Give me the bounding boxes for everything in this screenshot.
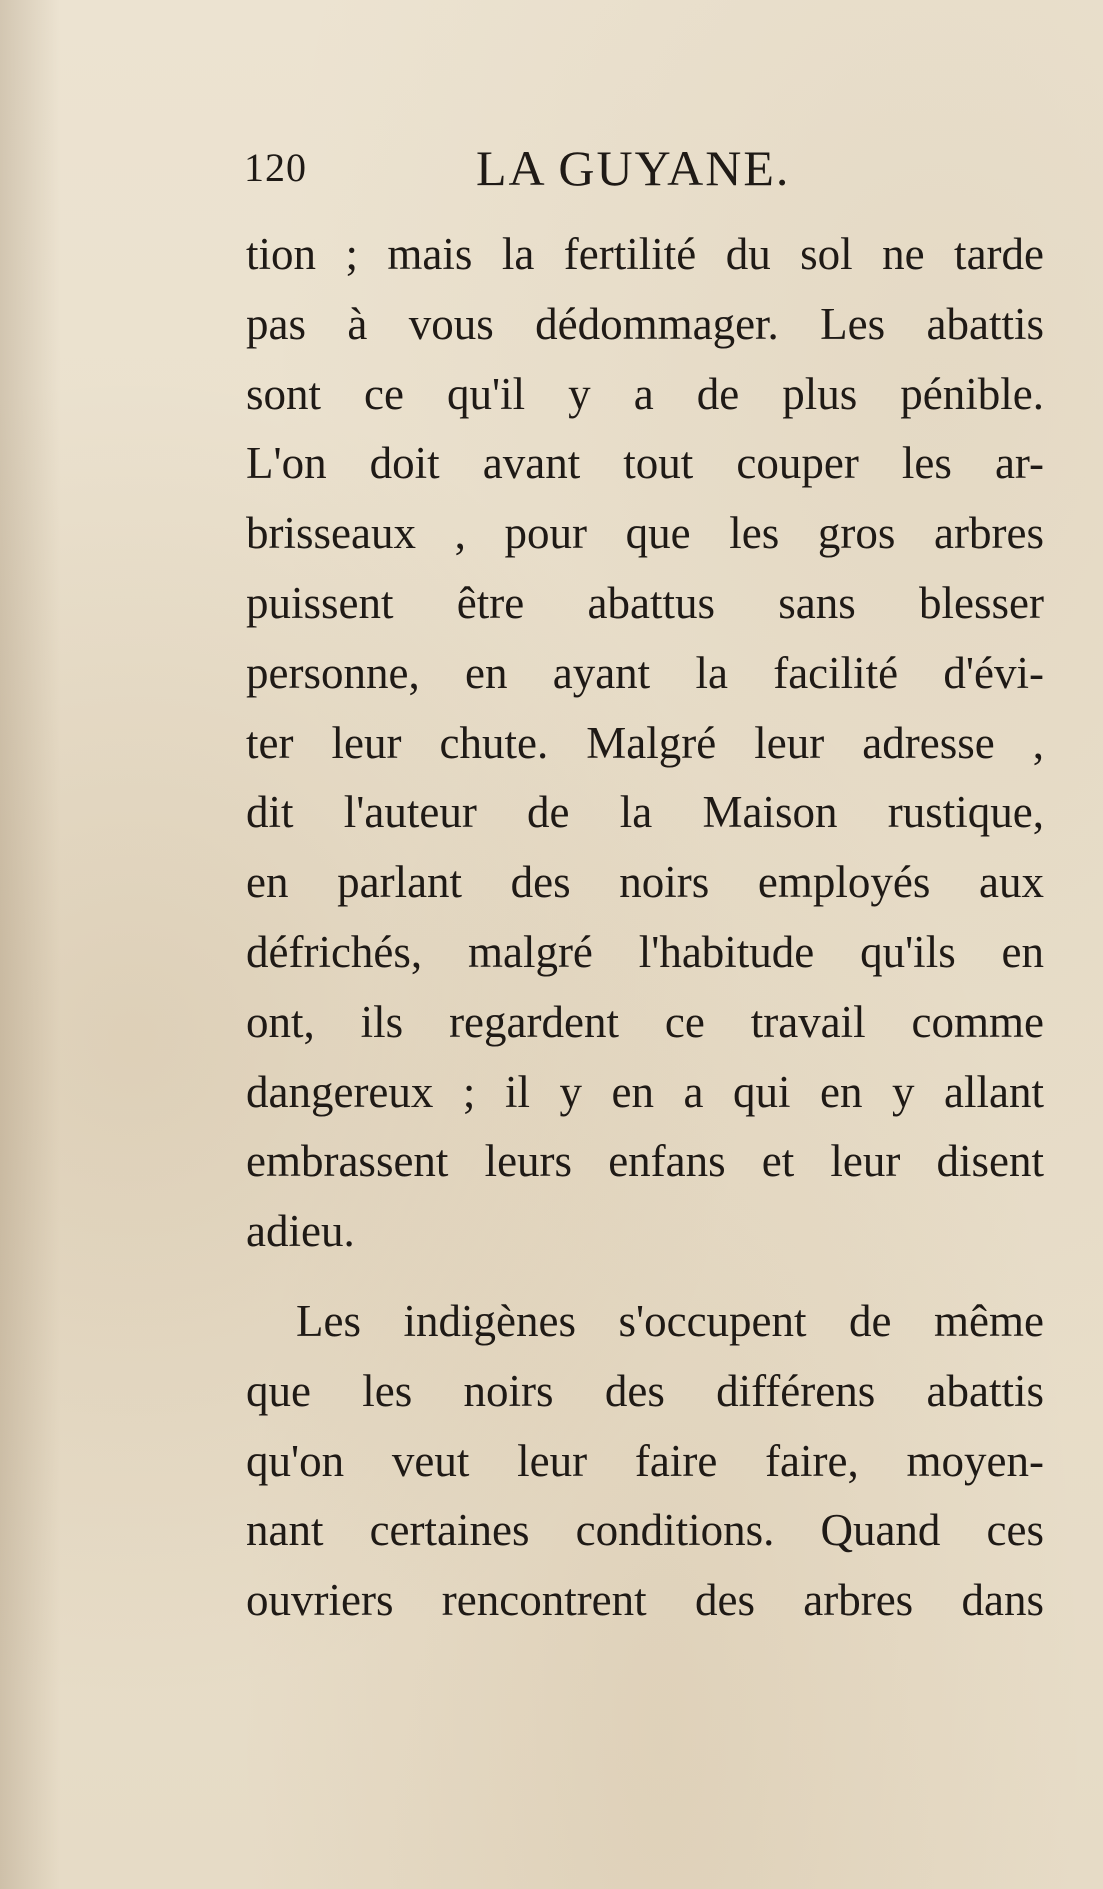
text-line: L'on doit avant tout couper les ar- xyxy=(246,438,1044,489)
text-line: puissent être abattus sans blesser xyxy=(246,577,1044,628)
text-line: tion ; mais la fertilité du sol ne tarde xyxy=(246,229,1044,279)
text-line: ont, ils regardent ce travail comme xyxy=(246,996,1044,1047)
page-number: 120 xyxy=(244,145,307,190)
text-line: en parlant des noirs employés aux xyxy=(246,857,1044,908)
paragraph-gap xyxy=(246,1267,1044,1287)
text-line: personne, en ayant la facilité d'évi- xyxy=(246,647,1044,698)
text-line: pas à vous dédommager. Les abattis xyxy=(246,298,1044,349)
text-line: nant certaines conditions. Quand ces xyxy=(246,1505,1044,1556)
paragraph-2 xyxy=(246,1287,1044,1636)
page-edge-shadow xyxy=(0,0,60,1889)
running-head xyxy=(244,138,824,198)
text-line: brisseaux , pour que les gros arbres xyxy=(246,508,1044,559)
text-line: qu'on veut leur faire faire, moyen- xyxy=(246,1435,1044,1486)
text-line: défrichés, malgré l'habitude qu'ils en xyxy=(246,926,1044,977)
text-line: adieu. xyxy=(246,1206,355,1257)
text-line: ouvriers rencontrent des arbres dans xyxy=(246,1575,1044,1626)
text-line: dit l'auteur de la Maison rustique, xyxy=(246,787,1044,838)
text-line: que les noirs des différens abattis xyxy=(246,1365,1044,1416)
text-line: Les indigènes s'occupent de même xyxy=(296,1295,1044,1346)
running-title: LA GUYANE. xyxy=(476,140,791,196)
text-line: dangereux ; il y en a qui en y allant xyxy=(246,1066,1044,1117)
text-line: embrassent leurs enfans et leur disent xyxy=(246,1136,1044,1187)
text-line: sont ce qu'il y a de plus pénible. xyxy=(246,368,1044,419)
text-line: ter leur chute. Malgré leur adresse , xyxy=(246,717,1044,768)
paragraph-1 xyxy=(246,220,1044,1267)
body-text xyxy=(246,220,1044,1636)
